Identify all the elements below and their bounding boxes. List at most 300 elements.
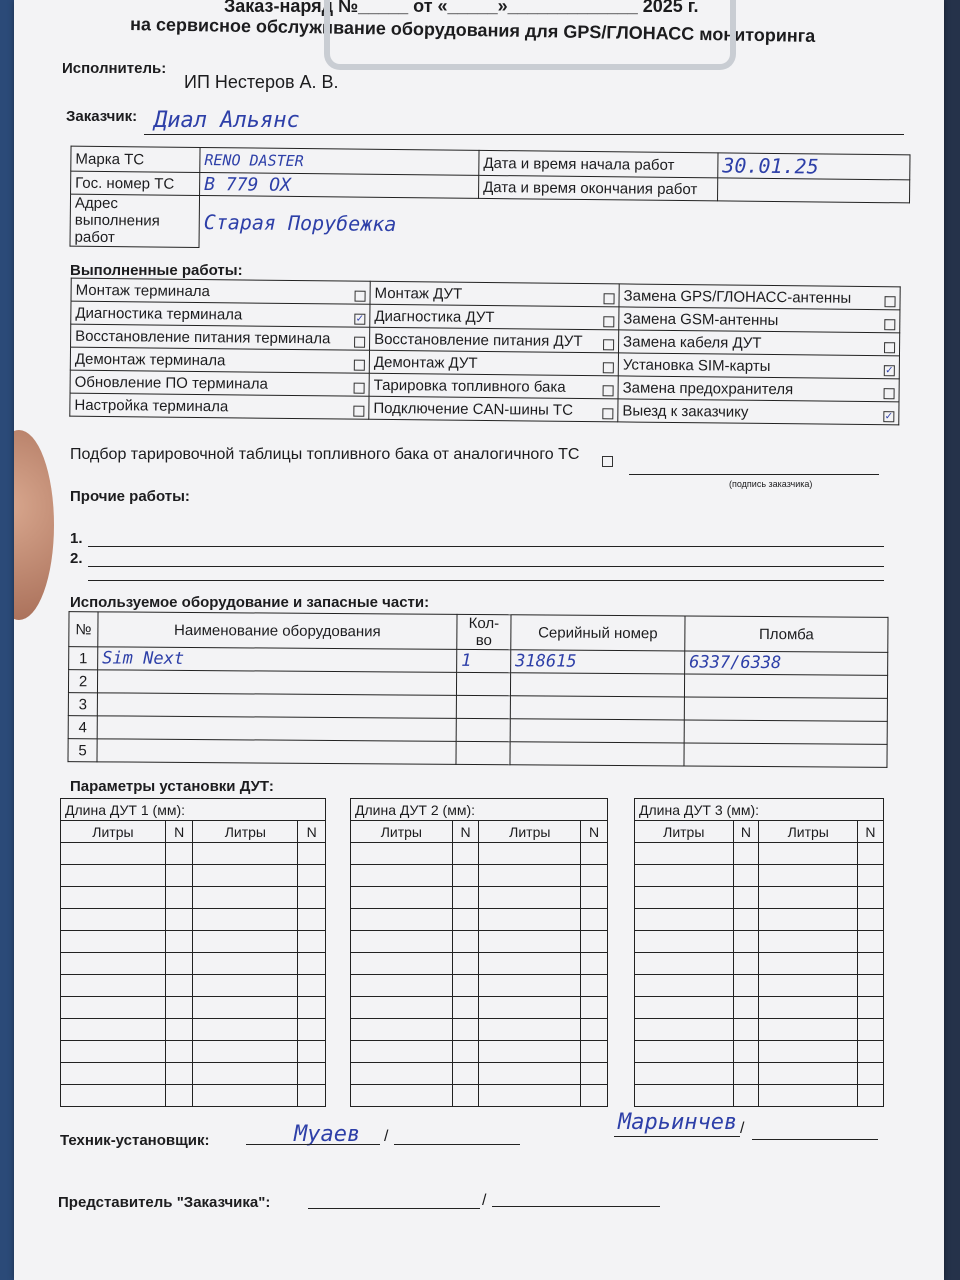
dut-col-header: Литры (635, 821, 734, 843)
work-checkbox[interactable] (884, 388, 895, 399)
equipment-cell (684, 743, 887, 767)
tariff-checkbox[interactable] (602, 456, 613, 467)
dut-cell[interactable] (165, 953, 193, 975)
dut-table-1 (60, 798, 326, 1107)
plate-label: Гос. номер ТС (71, 171, 200, 195)
dut-cell[interactable] (635, 843, 734, 865)
dut-cell[interactable] (193, 953, 298, 975)
technician-line-1 (246, 1144, 380, 1145)
technician-line-4 (752, 1139, 878, 1140)
work-item-label: Подключение CAN-шины ТС (373, 399, 574, 419)
dut-cell[interactable] (452, 1085, 479, 1107)
dut-cell[interactable] (298, 887, 326, 909)
dut-cell[interactable] (733, 1019, 759, 1041)
dut-cell[interactable] (733, 1085, 759, 1107)
work-item-label: Установка SIM-карты (622, 355, 771, 375)
end-label: Дата и время окончания работ (479, 175, 718, 201)
equipment-cell: 5 (68, 739, 97, 762)
work-checkbox[interactable] (354, 336, 365, 347)
dut-cell[interactable] (635, 909, 734, 931)
technician-line-2 (394, 1144, 520, 1145)
equipment-row (68, 739, 887, 768)
dut-cell[interactable] (452, 909, 479, 931)
dut-cell[interactable] (452, 1063, 479, 1085)
dut-cell[interactable] (733, 1063, 759, 1085)
dut-row (635, 1041, 884, 1063)
eq-header-seal: Пломба (685, 616, 888, 652)
dut-cell[interactable] (351, 1063, 453, 1085)
dut-table-title: Длина ДУТ 2 (мм): (351, 799, 608, 821)
dut-row (351, 975, 608, 997)
work-item-label: Замена предохранителя (622, 378, 794, 398)
equipment-cell (684, 697, 887, 721)
dut-col-header: N (733, 821, 759, 843)
dut-cell[interactable] (479, 865, 581, 887)
dut-row (351, 997, 608, 1019)
work-item-label: Монтаж ДУТ (374, 284, 463, 303)
dut-row (61, 975, 326, 997)
dut-row (61, 997, 326, 1019)
dut-row (61, 909, 326, 931)
dut-cell[interactable] (298, 997, 326, 1019)
dut-cell[interactable] (193, 865, 298, 887)
dut-cell[interactable] (351, 1019, 453, 1041)
equipment-cell: 2 (68, 670, 97, 693)
dut-row (635, 953, 884, 975)
dut-cell[interactable] (298, 1085, 326, 1107)
dut-cell[interactable] (193, 975, 298, 997)
equipment-cell (97, 739, 456, 765)
dut-cell[interactable] (857, 1019, 883, 1041)
work-item-label: Демонтаж терминала (74, 350, 226, 369)
dut-cell[interactable] (479, 887, 581, 909)
equipment-cell (97, 670, 456, 696)
work-item-label: Диагностика ДУТ (374, 307, 495, 326)
dut-cell[interactable] (61, 1063, 166, 1085)
dut-cell[interactable] (452, 887, 479, 909)
dut-cell[interactable] (635, 975, 734, 997)
dut-cell[interactable] (61, 1085, 166, 1107)
dut-cell[interactable] (759, 1041, 858, 1063)
dut-cell[interactable] (733, 909, 759, 931)
dut-cell[interactable] (581, 843, 608, 865)
dut-cell[interactable] (759, 887, 858, 909)
eq-header-name: Наименование оборудования (98, 612, 457, 650)
work-item (71, 278, 370, 304)
equipment-title: Используемое оборудование и запасные части: (70, 594, 430, 611)
dut-row (351, 1085, 608, 1107)
work-checkbox[interactable] (884, 342, 895, 353)
eq-header-num: № (69, 612, 98, 647)
dut-cell[interactable] (452, 975, 479, 997)
dut-row (351, 1019, 608, 1041)
equipment-cell (97, 693, 456, 719)
dut-row (351, 931, 608, 953)
work-item (618, 353, 899, 379)
dut-cell[interactable] (298, 953, 326, 975)
work-checkbox[interactable] (603, 339, 614, 350)
equipment-cell (456, 672, 510, 695)
dut-cell[interactable] (61, 865, 166, 887)
dut-cell[interactable] (61, 843, 166, 865)
dut-cell[interactable] (635, 887, 734, 909)
dut-cell[interactable] (581, 1019, 608, 1041)
equipment-cell (684, 720, 887, 744)
doc-title-line1: Заказ-наряд №_____ от «_____»_____________ 2025 г. (224, 0, 699, 16)
executor-value: ИП Нестеров А. В. (184, 72, 339, 92)
work-item-label: Монтаж терминала (75, 281, 211, 300)
dut-cell[interactable] (759, 1019, 858, 1041)
work-item-label: Замена GPS/ГЛОНАСС-антенны (623, 286, 852, 307)
dut-cell[interactable] (165, 1019, 193, 1041)
dut-row (351, 953, 608, 975)
dut-cell[interactable] (759, 975, 858, 997)
thumb (14, 430, 54, 620)
other-line-2 (88, 566, 884, 567)
work-checkbox[interactable] (354, 359, 365, 370)
dut-cell[interactable] (298, 1041, 326, 1063)
dut-cell[interactable] (733, 997, 759, 1019)
dut-cell[interactable] (298, 909, 326, 931)
dut-cell[interactable] (61, 953, 166, 975)
vehicle-table (69, 146, 910, 256)
equipment-cell: 3 (68, 693, 97, 716)
dut-cell[interactable] (165, 997, 193, 1019)
dut-cell[interactable] (635, 865, 734, 887)
dut-cell[interactable] (193, 1041, 298, 1063)
dut-col-header: N (452, 821, 479, 843)
dut-cell[interactable] (479, 1085, 581, 1107)
dut-cell[interactable] (733, 887, 759, 909)
dut-table-3 (634, 798, 884, 1107)
equipment-cell (456, 718, 510, 741)
works-title: Выполненные работы: (70, 262, 243, 279)
dut-cell[interactable] (61, 1019, 166, 1041)
dut-cell[interactable] (193, 909, 298, 931)
dut-cell[interactable] (61, 931, 166, 953)
dut-row (635, 887, 884, 909)
equipment-cell (684, 674, 887, 698)
dut-row (635, 909, 884, 931)
dut-cell[interactable] (165, 975, 193, 997)
work-checkbox[interactable]: ✓ (355, 313, 365, 325)
dut-cell[interactable] (165, 909, 193, 931)
dut-row (635, 997, 884, 1019)
dut-cell[interactable] (298, 1063, 326, 1085)
brand-value: RENO DASTER (200, 147, 479, 175)
dut-row (351, 865, 608, 887)
dut-cell[interactable] (479, 909, 581, 931)
dut-title: Параметры установки ДУТ: (70, 778, 274, 795)
dut-cell[interactable] (857, 1041, 883, 1063)
dut-cell[interactable] (581, 909, 608, 931)
work-item (369, 373, 618, 399)
technician-signature-1: Муаев (294, 1122, 361, 1147)
dut-row (635, 1019, 884, 1041)
dut-cell[interactable] (581, 1063, 608, 1085)
dut-cell[interactable] (193, 887, 298, 909)
work-item (370, 327, 619, 353)
dut-cell[interactable] (452, 843, 479, 865)
dut-cell[interactable] (581, 931, 608, 953)
dut-cell[interactable] (479, 1063, 581, 1085)
works-table (69, 278, 900, 426)
dut-cell[interactable] (857, 1085, 883, 1107)
dut-cell[interactable] (351, 1085, 453, 1107)
dut-row (635, 931, 884, 953)
address-label: Адрес выполнения работ (70, 194, 200, 247)
dut-cell[interactable] (165, 865, 193, 887)
dut-cell[interactable] (351, 997, 453, 1019)
dut-cell[interactable] (61, 909, 166, 931)
dut-cell[interactable] (452, 931, 479, 953)
dut-cell[interactable] (165, 843, 193, 865)
dut-cell[interactable] (479, 997, 581, 1019)
technician-slash: / (384, 1128, 389, 1145)
work-checkbox[interactable] (603, 362, 614, 373)
customer-signature-line (629, 474, 879, 475)
work-checkbox[interactable] (604, 293, 615, 304)
dut-cell[interactable] (193, 843, 298, 865)
clipboard-clip (324, 0, 736, 70)
dut-cell[interactable] (452, 997, 479, 1019)
representative-line-1 (308, 1208, 480, 1209)
work-checkbox[interactable] (355, 290, 366, 301)
dut-cell[interactable] (298, 931, 326, 953)
equipment-cell (510, 742, 684, 766)
work-item-label: Диагностика терминала (75, 304, 243, 323)
dut-cell[interactable] (635, 1019, 734, 1041)
dut-row (635, 1063, 884, 1085)
equipment-cell (510, 673, 684, 697)
dut-cell[interactable] (733, 931, 759, 953)
dut-cell[interactable] (351, 931, 453, 953)
dut-cell[interactable] (452, 953, 479, 975)
dut-table-title: Длина ДУТ 3 (мм): (635, 799, 884, 821)
work-checkbox[interactable] (353, 405, 364, 416)
dut-cell[interactable] (165, 1041, 193, 1063)
dut-cell[interactable] (193, 1019, 298, 1041)
dut-col-header: Литры (61, 821, 166, 843)
dut-cell[interactable] (61, 1041, 166, 1063)
dut-row (635, 975, 884, 997)
dut-row (61, 1085, 326, 1107)
dut-cell[interactable] (581, 953, 608, 975)
work-checkbox[interactable] (603, 385, 614, 396)
dut-cell[interactable] (452, 1041, 479, 1063)
dut-cell[interactable] (759, 843, 858, 865)
start-value: 30.01.25 (718, 153, 910, 180)
work-checkbox[interactable] (603, 316, 614, 327)
dut-cell[interactable] (857, 975, 883, 997)
dut-cell[interactable] (759, 953, 858, 975)
doc-title-line2: на сервисное обслуживание оборудования для GPS/ГЛОНАСС мониторинга (129, 14, 816, 46)
dut-cell[interactable] (857, 953, 883, 975)
equipment-cell: Sim Next (98, 647, 457, 673)
customer-label: Заказчик: (66, 108, 138, 125)
dut-cell[interactable] (351, 865, 453, 887)
dut-row (61, 1019, 326, 1041)
dut-cell[interactable] (165, 1063, 193, 1085)
dut-cell[interactable] (857, 997, 883, 1019)
dut-cell[interactable] (759, 1085, 858, 1107)
dut-cell[interactable] (61, 975, 166, 997)
dut-cell[interactable] (581, 865, 608, 887)
equipment-table (67, 611, 888, 768)
dut-cell[interactable] (635, 953, 734, 975)
dut-cell[interactable] (759, 1063, 858, 1085)
dut-cell[interactable] (857, 865, 883, 887)
dut-cell[interactable] (635, 1085, 734, 1107)
work-item-label: Выезд к заказчику (622, 401, 749, 421)
plate-value: В 779 ОХ (200, 172, 479, 198)
dut-cell[interactable] (857, 909, 883, 931)
dut-cell[interactable] (733, 1041, 759, 1063)
dut-cell[interactable] (581, 1085, 608, 1107)
dut-row (351, 887, 608, 909)
dut-cell[interactable] (165, 887, 193, 909)
dut-cell[interactable] (351, 1041, 453, 1063)
work-item (70, 393, 369, 419)
dut-cell[interactable] (61, 887, 166, 909)
dut-cell[interactable] (479, 843, 581, 865)
dut-cell[interactable] (165, 931, 193, 953)
dut-cell[interactable] (581, 997, 608, 1019)
work-item (369, 396, 618, 422)
dut-row (635, 865, 884, 887)
work-item (370, 281, 619, 307)
dut-cell[interactable] (733, 865, 759, 887)
dut-cell[interactable] (193, 1085, 298, 1107)
dut-col-header: N (857, 821, 883, 843)
dut-col-header: N (581, 821, 608, 843)
tariff-label: Подбор тарировочной таблицы топливного бака от аналогичного ТС (70, 446, 580, 463)
work-item (618, 330, 899, 356)
dut-table-2 (350, 798, 608, 1107)
dut-cell[interactable] (635, 1063, 734, 1085)
dut-cell[interactable] (759, 865, 858, 887)
dut-row (351, 1041, 608, 1063)
dut-row (635, 843, 884, 865)
dut-cell[interactable] (193, 931, 298, 953)
work-item-label: Восстановление питания ДУТ (374, 330, 583, 350)
dut-cell[interactable] (298, 843, 326, 865)
dut-row (61, 865, 326, 887)
work-checkbox[interactable] (884, 319, 895, 330)
technician-line-3 (614, 1136, 740, 1137)
dut-cell[interactable] (857, 931, 883, 953)
dut-col-header: N (298, 821, 326, 843)
dut-cell[interactable] (581, 975, 608, 997)
dut-cell[interactable] (857, 887, 883, 909)
work-item (70, 347, 369, 373)
dut-cell[interactable] (479, 1041, 581, 1063)
dut-col-header: Литры (759, 821, 858, 843)
dut-cell[interactable] (165, 1085, 193, 1107)
work-item (619, 307, 900, 333)
work-order-sheet (14, 0, 944, 1280)
work-item (71, 324, 370, 350)
dut-col-header: Литры (351, 821, 453, 843)
dut-cell[interactable] (759, 909, 858, 931)
dut-cell[interactable] (733, 975, 759, 997)
dut-table-title: Длина ДУТ 1 (мм): (61, 799, 326, 821)
dut-row (61, 953, 326, 975)
dut-cell[interactable] (452, 865, 479, 887)
dut-cell[interactable] (759, 997, 858, 1019)
dut-cell[interactable] (193, 1063, 298, 1085)
dut-cell[interactable] (351, 843, 453, 865)
equipment-cell (97, 716, 456, 742)
work-checkbox[interactable] (884, 296, 895, 307)
dut-cell[interactable] (635, 997, 734, 1019)
equipment-cell: 318615 (511, 650, 685, 674)
dut-cell[interactable] (298, 975, 326, 997)
dut-cell[interactable] (452, 1019, 479, 1041)
dut-cell[interactable] (857, 1063, 883, 1085)
dut-cell[interactable] (479, 975, 581, 997)
dut-cell[interactable] (635, 1041, 734, 1063)
dut-cell[interactable] (351, 953, 453, 975)
dut-cell[interactable] (733, 953, 759, 975)
other-works-title: Прочие работы: (70, 488, 190, 505)
dut-row (635, 1085, 884, 1107)
representative-slash: / (482, 1192, 487, 1209)
dut-row (61, 1063, 326, 1085)
dut-cell[interactable] (759, 931, 858, 953)
dut-cell[interactable] (351, 887, 453, 909)
other-line-3 (88, 580, 884, 581)
brand-label: Марка ТС (71, 146, 200, 172)
work-checkbox[interactable]: ✓ (885, 364, 894, 376)
work-item-label: Тарировка топливного бака (373, 376, 566, 396)
work-item-label: Настройка терминала (74, 396, 229, 415)
dut-row (61, 1041, 326, 1063)
dut-cell[interactable] (351, 975, 453, 997)
dut-cell[interactable] (298, 1019, 326, 1041)
other-line-1 (88, 546, 884, 547)
dut-cell[interactable] (193, 997, 298, 1019)
work-checkbox[interactable]: ✓ (884, 410, 894, 422)
dut-cell[interactable] (351, 909, 453, 931)
dut-cell[interactable] (581, 887, 608, 909)
dut-cell[interactable] (581, 1041, 608, 1063)
dut-cell[interactable] (479, 953, 581, 975)
customer-value: Диал Альянс (154, 108, 300, 133)
dut-row (351, 1063, 608, 1085)
dut-cell[interactable] (857, 843, 883, 865)
work-item (369, 350, 618, 376)
work-item-label: Восстановление питания терминала (75, 327, 331, 347)
work-checkbox[interactable] (354, 382, 365, 393)
work-checkbox[interactable] (602, 408, 613, 419)
dut-cell[interactable] (635, 931, 734, 953)
dut-cell[interactable] (733, 843, 759, 865)
dut-cell[interactable] (61, 997, 166, 1019)
work-item (618, 376, 899, 402)
dut-cell[interactable] (298, 865, 326, 887)
equipment-cell: 1 (69, 647, 98, 670)
dut-row (351, 843, 608, 865)
work-item (71, 301, 370, 327)
dut-cell[interactable] (479, 931, 581, 953)
representative-line-2 (492, 1206, 660, 1207)
dut-cell[interactable] (479, 1019, 581, 1041)
end-value (718, 178, 910, 203)
work-item-label: Замена GSM-антенны (623, 309, 779, 329)
dut-row (61, 843, 326, 865)
equipment-cell: 6337/6338 (685, 651, 888, 675)
